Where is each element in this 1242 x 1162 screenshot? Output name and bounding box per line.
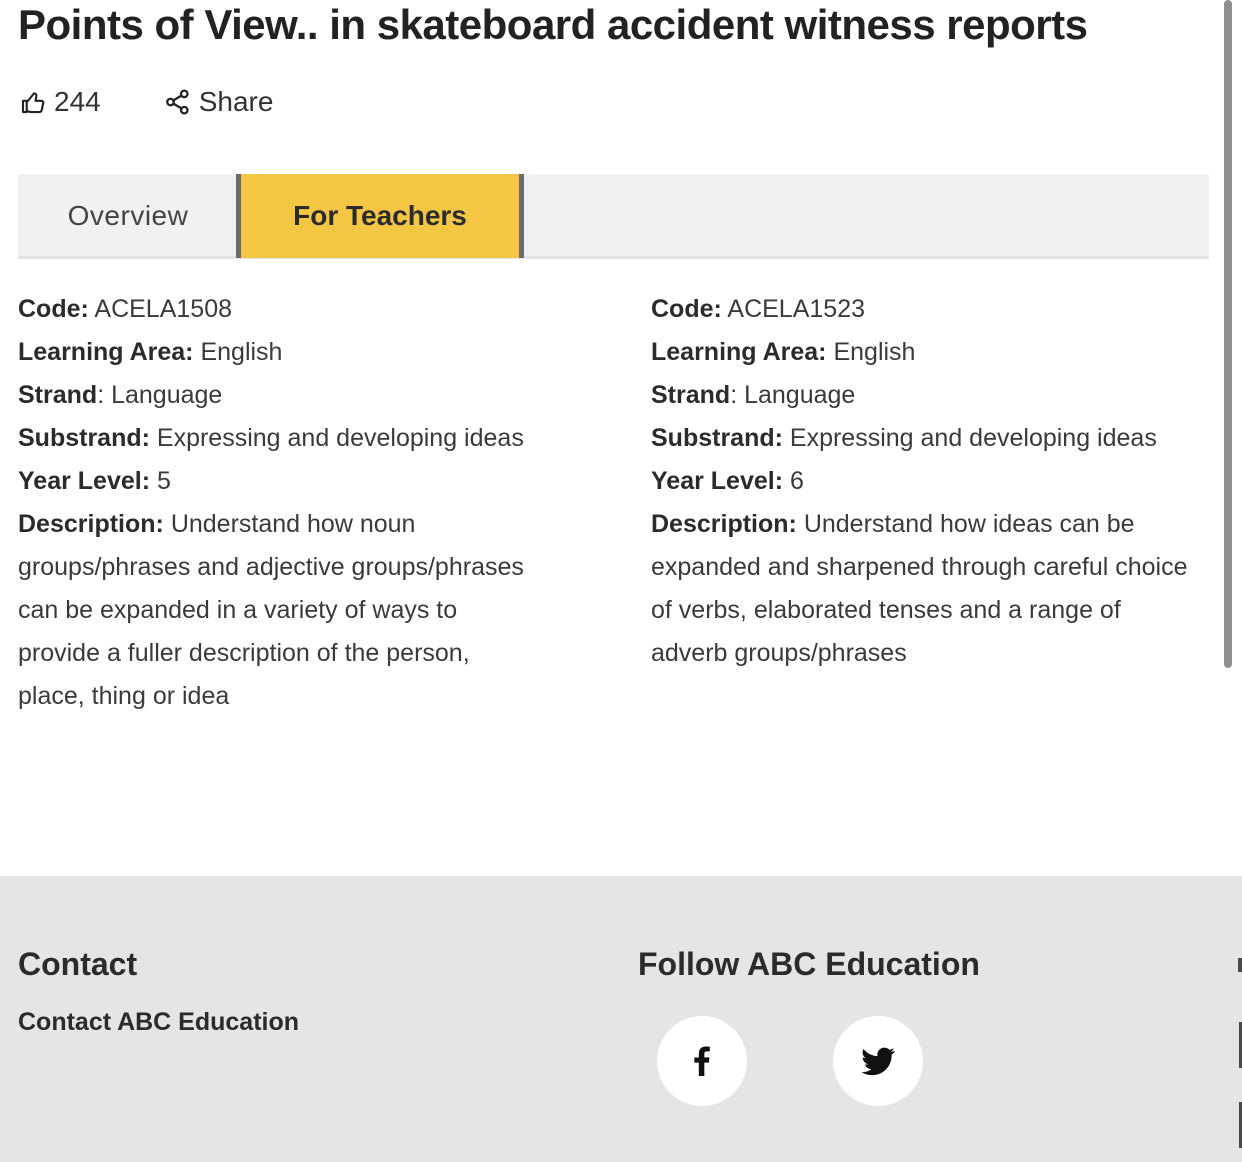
- learning-area-label: Learning Area:: [18, 338, 194, 366]
- strand-label: Strand: [651, 381, 731, 409]
- description-row: [651, 503, 1191, 675]
- tab-bar: [18, 174, 1209, 259]
- year-level-row: [651, 460, 1191, 503]
- facebook-button[interactable]: [657, 1016, 747, 1106]
- learning-area-value: English: [833, 338, 916, 366]
- facebook-icon: [682, 1041, 722, 1081]
- scrollbar[interactable]: [1224, 0, 1232, 668]
- page-title: Points of View.. in skateboard accident witness reports: [18, 1, 1088, 48]
- thumbs-up-icon: [18, 87, 48, 117]
- follow-heading: Follow ABC Education: [638, 946, 980, 982]
- share-button[interactable]: [163, 86, 274, 118]
- tab-overview[interactable]: Overview: [67, 200, 189, 231]
- learning-area-row: [651, 331, 1191, 374]
- description-value: Understand how ideas can be expanded and sharpened through careful choice of verbs, elaborated tenses and a range of adverb groups/phrases: [651, 510, 1188, 667]
- like-count: 244: [54, 86, 101, 117]
- year-level-value: 5: [156, 467, 171, 495]
- strand-row: Strand: Language: [651, 381, 856, 409]
- curriculum-entry: [651, 288, 1191, 675]
- description-row: [18, 503, 538, 718]
- contact-abc-education-link[interactable]: Contact ABC Education: [18, 1008, 300, 1036]
- share-icon: [163, 87, 193, 117]
- contact-heading: Contact: [18, 946, 138, 982]
- code-row: [18, 288, 538, 331]
- share-label: Share: [198, 86, 274, 117]
- learning-area-label: Learning Area:: [651, 338, 827, 366]
- strand-row: Strand: Language: [18, 381, 223, 409]
- curriculum-entry: [18, 288, 538, 718]
- like-button[interactable]: [18, 86, 101, 118]
- twitter-button[interactable]: [833, 1016, 923, 1106]
- substrand-value: Expressing and developing ideas: [156, 424, 524, 452]
- code-value: ACELA1523: [727, 295, 866, 323]
- strand-label: Strand: [18, 381, 98, 409]
- description-label: Description:: [651, 510, 797, 538]
- year-level-row: [18, 460, 538, 503]
- code-label: Code:: [18, 295, 89, 323]
- year-level-value: 6: [789, 467, 804, 495]
- article-actions: [18, 80, 273, 124]
- strand-value: Language: [744, 381, 856, 409]
- tab-for-teachers[interactable]: For Teachers: [236, 174, 524, 258]
- learning-area-value: English: [200, 338, 283, 366]
- code-row: [651, 288, 1191, 331]
- substrand-row: [18, 417, 538, 460]
- code-value: ACELA1508: [94, 295, 233, 323]
- substrand-row: [651, 417, 1191, 460]
- strand-value: Language: [111, 381, 223, 409]
- site-footer: [0, 876, 1242, 1162]
- substrand-value: Expressing and developing ideas: [789, 424, 1157, 452]
- description-label: Description:: [18, 510, 164, 538]
- year-level-label: Year Level:: [18, 467, 151, 495]
- substrand-label: Substrand:: [651, 424, 783, 452]
- code-label: Code:: [651, 295, 722, 323]
- description-value: Understand how noun groups/phrases and adjective groups/phrases can be expanded in a variety of ways to provide a fuller description of the person, place, thing or idea: [18, 510, 524, 710]
- twitter-icon: [858, 1041, 898, 1081]
- edge-indicator: [1238, 958, 1242, 972]
- learning-area-row: [18, 331, 538, 374]
- year-level-label: Year Level:: [651, 467, 784, 495]
- substrand-label: Substrand:: [18, 424, 150, 452]
